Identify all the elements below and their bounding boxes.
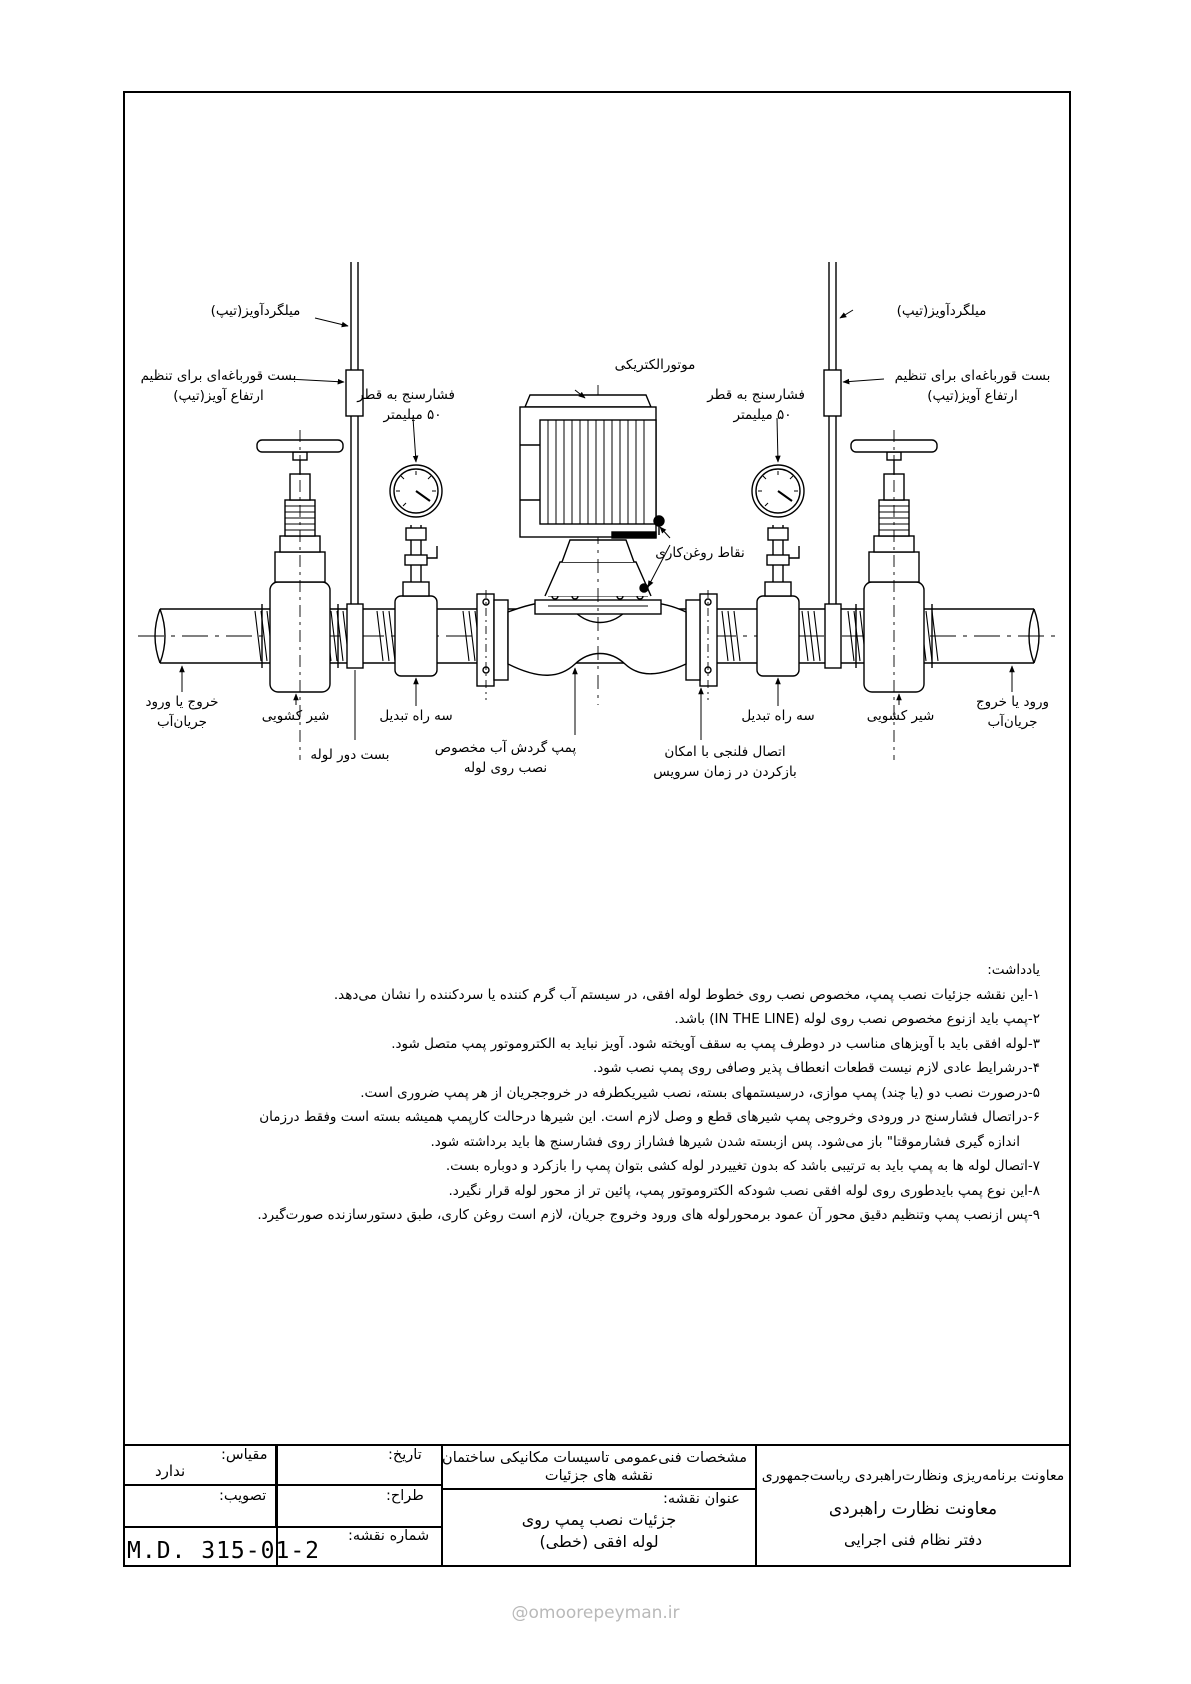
label-hanger-rod-left: میلگردآویز(تیپ) bbox=[210, 303, 301, 319]
note-item: ۳-لوله افقی باید با آویزهای مناسب در دوطرف پمپ به سقف آویخته شود. آویز نباید به الکتروموتور پمپ متصل شود. bbox=[391, 1035, 1040, 1052]
label-clamp-right: بست قورباغه‌ای برای تنظیم ارتفاع آویز(تیپ) bbox=[894, 368, 1051, 404]
scale-value: ندارد bbox=[155, 1462, 186, 1480]
note-item: ۶-دراتصال فشارسنج در ورودی وخروجی پمپ شیرهای قطع و وصل لازم است. این شیرها درحالت کارپمپ همیشه بسته است وفقط درزمان bbox=[259, 1109, 1040, 1125]
note-item: ۹-پس ازنصب پمپ وتنظیم دقیق محور آن عمود برمحورلوله های ورود وخروج جریان، لازم است روغن کاری، طبق دستورسازنده صورت‌گیرد. bbox=[257, 1207, 1040, 1223]
drawing-number: M.D. 315-01-2 bbox=[127, 1538, 321, 1564]
note-item-continued: اندازه گیری فشارموقتا" باز می‌شود. پس ازبسته شدن شیرها فشاراز روی فشارسنج ها باید برداشته شود. bbox=[430, 1133, 1020, 1150]
drawing-title-line-1: جزئیات نصب پمپ روی bbox=[521, 1510, 677, 1529]
label-gauge-right: فشارسنج به قطر ۵۰ میلیمتر bbox=[707, 387, 805, 423]
watermark: @omoorepeyman.ir bbox=[511, 1603, 680, 1623]
note-item: ۷-اتصال لوله ها به پمپ باید به ترتیبی باشد که بدون تغییردر لوله کشی بتوان پمپ را بازکرد و دوباره بست. bbox=[445, 1158, 1040, 1174]
designer-label: طراح: bbox=[386, 1488, 424, 1504]
note-item: ۲-پمپ باید ازنوع مخصوص نصب روی لوله (IN THE LINE) باشد. bbox=[674, 1011, 1040, 1027]
date-label: تاریخ: bbox=[388, 1447, 422, 1463]
number-label: شماره نقشه: bbox=[348, 1528, 430, 1544]
note-item: ۱-این نقشه جزئیات نصب پمپ، مخصوص نصب روی خطوط لوله افقی، در سیستم آب گرم کننده یا سردکننده را نشان می‌دهد. bbox=[333, 986, 1040, 1003]
label-clamp-left: بست قورباغه‌ای برای تنظیم ارتفاع آویز(تیپ) bbox=[140, 368, 297, 404]
label-gauge-left: فشارسنج به قطر ۵۰ میلیمتر bbox=[357, 387, 455, 423]
label-pipe-clamp: بست دور لوله bbox=[310, 747, 390, 763]
label-tee-right: سه راه تبدیل bbox=[741, 708, 815, 724]
pressure-gauge-left bbox=[390, 465, 442, 517]
hanger-rod-left bbox=[346, 262, 363, 740]
label-flange: اتصال فلنجی با امکان بازکردن در زمان سرویس bbox=[653, 744, 797, 780]
flange-right bbox=[686, 590, 717, 700]
tee-left bbox=[395, 525, 437, 676]
scale-label: مقیاس: bbox=[221, 1447, 268, 1463]
pressure-gauge-right bbox=[752, 465, 804, 517]
note-item: ۵-درصورت نصب دو (یا چند) پمپ موازی، درسیستمهای بسته، نصب شیریکطرفه در خروججریان از هر پمپ ضروری است. bbox=[360, 1084, 1040, 1101]
note-item: ۴-درشرایط عادی لازم نیست قطعات انعطاف پذیر وصافی روی پمپ نصب شود. bbox=[592, 1060, 1040, 1076]
tee-right bbox=[757, 525, 799, 676]
note-item: ۸-این نوع پمپ بایدطوری روی لوله افقی نصب شودکه الکتروموتور پمپ، پائین تر از محور لوله قرار نگیرد. bbox=[448, 1182, 1040, 1199]
drawing-title-line-2: لوله افقی (خطی) bbox=[539, 1532, 659, 1551]
label-motor: موتورالکتریکی bbox=[614, 357, 696, 373]
org-office: دفتر نظام فنی اجرایی bbox=[843, 1531, 983, 1549]
label-tee-left: سه راه تبدیل bbox=[379, 708, 453, 724]
title-block bbox=[123, 1444, 1071, 1567]
drawing-title-label: عنوان نقشه: bbox=[663, 1491, 740, 1507]
label-gate-valve-right: شیر کشویی bbox=[866, 708, 935, 724]
org-department: معاونت نظارت راهبردی bbox=[828, 1499, 998, 1519]
approval-label: تصویب: bbox=[219, 1488, 267, 1504]
label-lube-points: نقاط روغن‌کاری bbox=[655, 545, 745, 561]
label-hanger-rod-right: میلگردآویز(تیپ) bbox=[896, 303, 987, 319]
spec-line-1: مشخصات فنی‌عمومی تاسیسات مکانیکی ساختمان bbox=[442, 1450, 747, 1466]
notes-title: یادداشت: bbox=[987, 962, 1040, 978]
org-line: معاونت برنامه‌ریزی ونظارت‌راهبردی ریاست‌جمهوری bbox=[761, 1468, 1065, 1484]
label-flow-left: خروج یا ورود جریان‌آب bbox=[145, 694, 219, 730]
label-gate-valve-left: شیر کشویی bbox=[261, 708, 330, 724]
notes-section bbox=[135, 958, 1040, 1228]
spec-line-2: نقشه های جزئیات bbox=[544, 1468, 654, 1484]
flange-left bbox=[477, 590, 508, 700]
hanger-rod-right bbox=[824, 262, 841, 668]
label-pump: پمپ گردش آب مخصوص نصب روی لوله bbox=[434, 740, 577, 776]
label-flow-right: ورود یا خروج جریان‌آب bbox=[975, 694, 1050, 730]
